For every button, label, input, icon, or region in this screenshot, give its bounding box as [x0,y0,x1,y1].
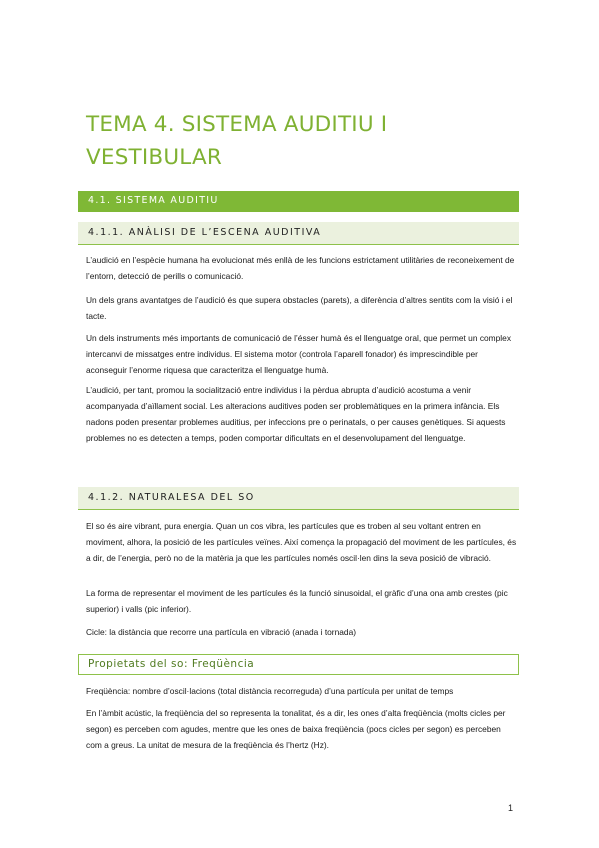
paragraph: El so és aire vibrant, pura energia. Quan un cos vibra, les partícules que es troben al seu voltant entren en moviment, alhora, la posició de les partícules veïnes. Així comença la propagació del moviment de les partícules, és a dir, de l’energia, però no de la matèria ja que les partícules només oscil·len dins la seva posició de vibració. [86,521,517,563]
subsection-heading: 4.1.1. ANÀLISI DE L’ESCENA AUDITIVA [88,227,322,238]
subsection-heading-bar [78,487,519,510]
paragraph: La forma de representar el moviment de les partícules és la funció sinusoidal, el gràfic d’una ona amb crestes (pic superior) i valls (pic inferior). [86,588,508,614]
paragraph: Freqüència: nombre d’oscil·lacions (total distància recorreguda) d’una partícula per unitat de temps [86,686,454,696]
page-number: 1 [508,803,514,813]
paragraph: Cicle: la distància que recorre una partícula en vibració (anada i tornada) [86,627,357,637]
section-heading-bar [78,191,519,212]
paragraph: L’audició en l’espècie humana ha evolucionat més enllà de les funcions estrictament utilitàries de reconeixement de l’entorn, detecció de perills o comunicació. [86,255,515,281]
subsection-heading-bar [78,222,519,245]
subsubsection-heading-box [78,654,519,675]
paragraph: Un dels instruments més importants de comunicació de l’ésser humà és el llenguatge oral, que permet un complex intercanvi de missatges entre individus. El sistema motor (controla l’aparell fonador) és imprescindible per aconseguir l’enorme riquesa que caracteritza el llenguatge humà. [86,333,512,375]
paragraph: L’audició, per tant, promou la socialització entre individus i la pèrdua abrupta d’audició acostuma a venir acompanyada d’aïllament social. Les alteracions auditives poden ser problemàtiques en la primera infància. Els nadons poden presentar problemes auditius, per infeccions pre o perinatals, o per causes genètiques. Si aquests problemes no es detecten a temps, poden comportar dificultats en el desenvolupament del llenguatge. [86,385,506,443]
page-title: TEMA 4. SISTEMA AUDITIU I VESTIBULAR [86,112,388,170]
paragraph: En l’àmbit acústic, la freqüència del so representa la tonalitat, és a dir, les ones d’alta freqüència (molts cicles per segon) es perceben com agudes, mentre que les ones de baixa freqüència (pocs cicles per segon) es perceben com a greus. La unitat de mesura de la freqüència és l’hertz (Hz). [86,708,506,750]
section-heading: 4.1. SISTEMA AUDITIU [88,195,219,206]
paragraph: Un dels grans avantatges de l’audició és que supera obstacles (parets), a diferència d’altres sentits com la visió i el tacte. [86,295,513,321]
subsection-heading: 4.1.2. NATURALESA DEL SO [88,492,255,503]
subsubsection-heading: Propietats del so: Freqüència [88,658,255,670]
